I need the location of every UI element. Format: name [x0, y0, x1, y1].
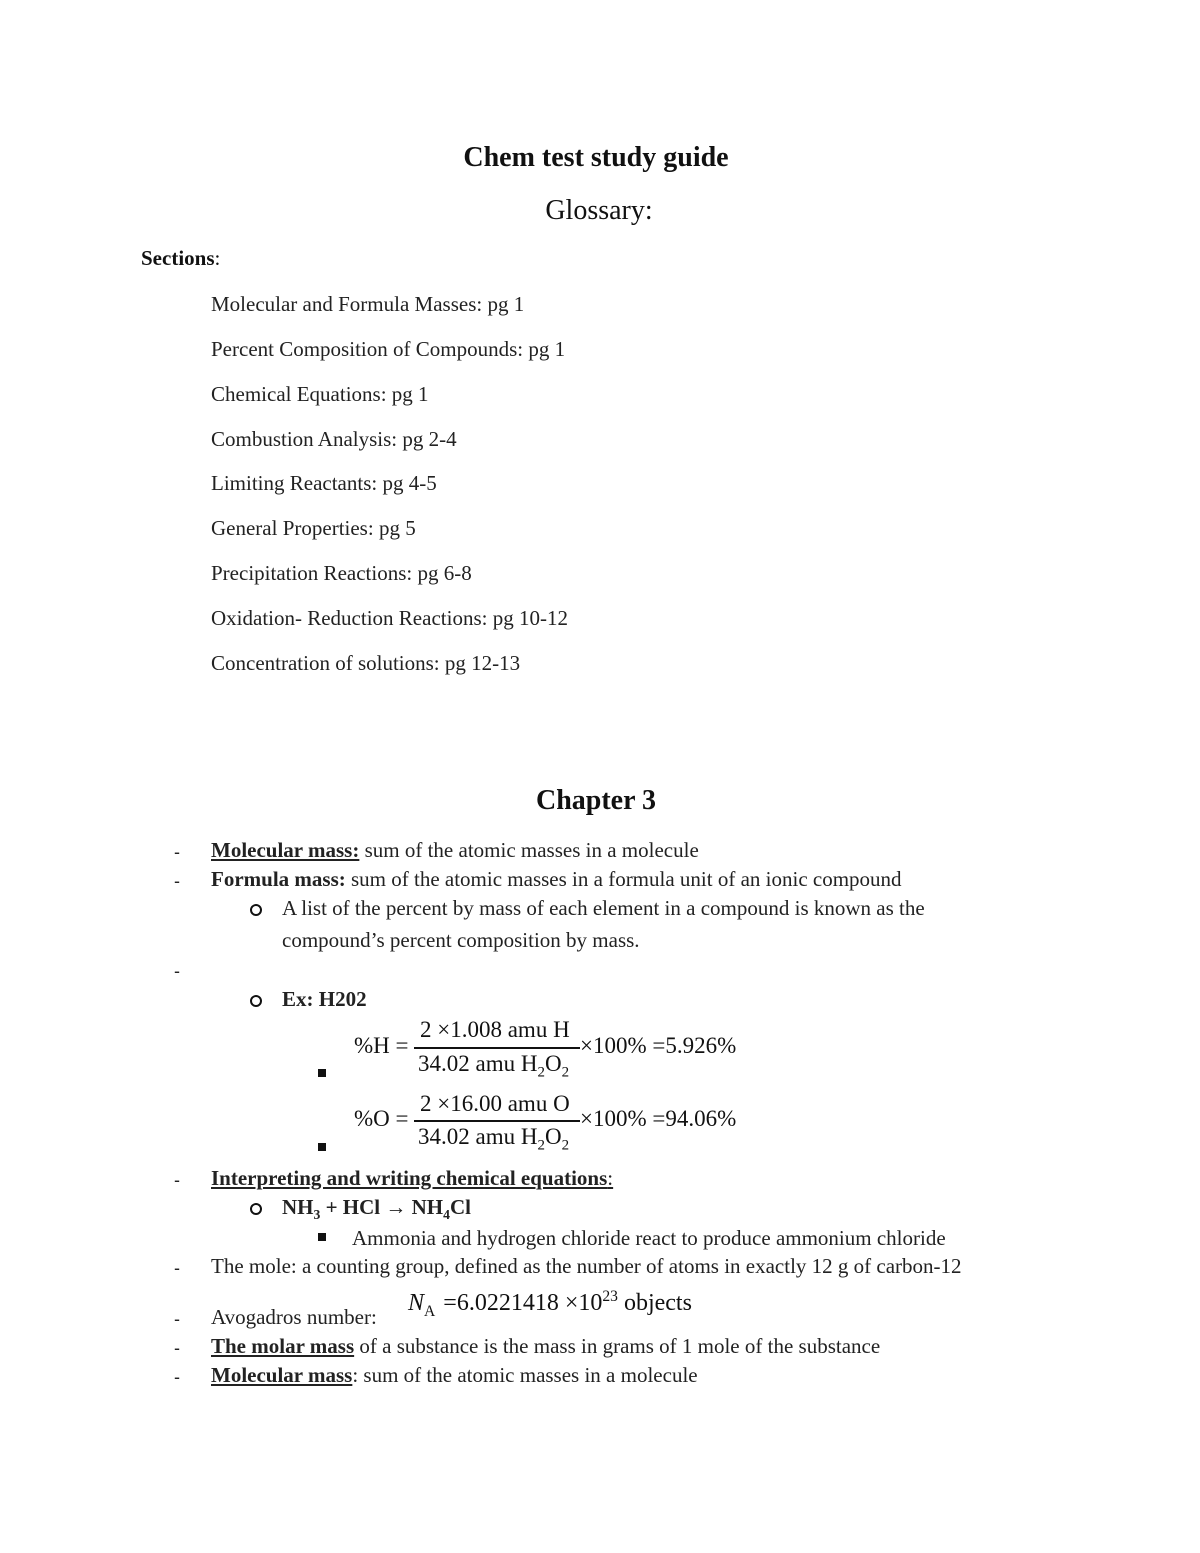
- toc-item: Oxidation- Reduction Reactions: pg 10-12: [211, 606, 568, 630]
- avogadro-unit: objects: [617, 1290, 692, 1316]
- eq-o-den-o: O: [544, 1124, 562, 1149]
- def-molar-mass: of a substance is the mass in grams of 1 mole of the substance: [354, 1334, 881, 1358]
- circle-bullet-icon: [250, 1203, 262, 1215]
- eq-o-lhs: %O =: [354, 1106, 409, 1131]
- term-formula-mass: Formula mass:: [211, 867, 346, 891]
- reaction-end: Cl: [449, 1195, 471, 1219]
- dash-bullet: -: [174, 871, 180, 891]
- toc-item: Chemical Equations: pg 1: [211, 382, 429, 406]
- eq-h-den-o: O: [544, 1051, 562, 1076]
- def-molecular-mass: sum of the atomic masses in a molecule: [359, 838, 699, 862]
- eq-o-denominator: [418, 1124, 569, 1155]
- avogadro-label: Avogadros number:: [211, 1305, 377, 1329]
- list-item-mole: The mole: a counting group, defined as the number of atoms in exactly 12 g of carbon-12: [211, 1254, 962, 1278]
- dash-bullet: -: [174, 1367, 180, 1387]
- term-molecular-mass: Molecular mass:: [211, 838, 360, 862]
- eq-h-fraction-bar: [414, 1047, 580, 1049]
- reaction-description: Ammonia and hydrogen chloride react to produce ammonium chloride: [352, 1226, 946, 1250]
- avogadro-equation: [408, 1288, 692, 1321]
- circle-bullet-icon: [250, 995, 262, 1007]
- avogadro-n-sub: A: [424, 1302, 436, 1320]
- eq-h-numerator: 2 ×1.008 amu H: [420, 1017, 570, 1042]
- interpreting-colon: :: [607, 1166, 614, 1190]
- avogadro-value: =6.0221418 ×10: [443, 1290, 603, 1316]
- list-item-formula-mass: [211, 867, 902, 892]
- dash-bullet: -: [174, 1309, 180, 1329]
- reaction-mid: + HCl → NH: [320, 1195, 444, 1219]
- sections-colon: :: [214, 246, 221, 270]
- toc-item: Precipitation Reactions: pg 6-8: [211, 561, 472, 585]
- list-item-percent-composition-cont: compound’s percent composition by mass.: [282, 928, 640, 952]
- dash-bullet: -: [174, 961, 180, 981]
- dash-bullet: -: [174, 842, 180, 862]
- eq-h-rhs: ×100% =5.926%: [580, 1033, 737, 1058]
- dash-bullet: -: [174, 1170, 180, 1190]
- reaction-nh4-sub: 4: [443, 1207, 450, 1223]
- dash-bullet: -: [174, 1258, 180, 1278]
- glossary-heading: Glossary:: [545, 195, 653, 226]
- term-molecular-mass-2: Molecular mass: [211, 1363, 353, 1387]
- square-bullet-icon: [318, 1143, 326, 1151]
- eq-h-lhs: %H =: [354, 1033, 409, 1058]
- example-label: Ex: H202: [282, 987, 367, 1011]
- eq-o-rhs: ×100% =94.06%: [580, 1106, 737, 1131]
- reaction-nh3-sub: 3: [313, 1207, 321, 1223]
- list-item-molecular-mass-2: [211, 1363, 698, 1388]
- sections-label: [141, 246, 220, 271]
- eq-h-den-sub1: 2: [537, 1064, 545, 1081]
- eq-o-den-main: 34.02 amu H: [418, 1124, 538, 1149]
- list-item-percent-composition: A list of the percent by mass of each element in a compound is known as the: [282, 896, 925, 920]
- dash-bullet: -: [174, 1338, 180, 1358]
- square-bullet-icon: [318, 1233, 326, 1241]
- eq-o-numerator: 2 ×16.00 amu O: [420, 1091, 570, 1116]
- document-title: Chem test study guide: [463, 142, 729, 173]
- eq-h-den-main: 34.02 amu H: [418, 1051, 538, 1076]
- square-bullet-icon: [318, 1069, 326, 1077]
- term-interpreting: Interpreting and writing chemical equations: [211, 1166, 608, 1190]
- toc-item: Concentration of solutions: pg 12-13: [211, 651, 521, 675]
- toc-item: Molecular and Formula Masses: pg 1: [211, 292, 525, 316]
- toc-item: Percent Composition of Compounds: pg 1: [211, 337, 566, 361]
- list-item-interpreting: [211, 1166, 613, 1191]
- circle-bullet-icon: [250, 904, 262, 916]
- toc-item: Limiting Reactants: pg 4-5: [211, 471, 437, 495]
- eq-o-den-sub2: 2: [561, 1137, 570, 1154]
- def-molecular-mass-2: : sum of the atomic masses in a molecule: [352, 1363, 698, 1387]
- list-item-molecular-mass: [211, 838, 699, 863]
- reaction-nh3: NH: [282, 1195, 314, 1219]
- avogadro-n: N: [408, 1290, 425, 1316]
- toc-item: General Properties: pg 5: [211, 516, 416, 540]
- eq-h-denominator: [418, 1051, 569, 1082]
- reaction-equation: [282, 1195, 471, 1223]
- term-molar-mass: The molar mass: [211, 1334, 355, 1358]
- sections-label-text: Sections: [141, 246, 215, 270]
- def-formula-mass: sum of the atomic masses in a formula unit of an ionic compound: [345, 867, 902, 891]
- eq-o-fraction-bar: [414, 1120, 580, 1122]
- eq-h-den-sub2: 2: [561, 1064, 570, 1081]
- eq-o-den-sub1: 2: [537, 1137, 545, 1154]
- list-item-molar-mass: [211, 1334, 880, 1359]
- chapter-heading: Chapter 3: [535, 785, 657, 816]
- avogadro-exp: 23: [602, 1288, 618, 1305]
- toc-item: Combustion Analysis: pg 2-4: [211, 427, 457, 451]
